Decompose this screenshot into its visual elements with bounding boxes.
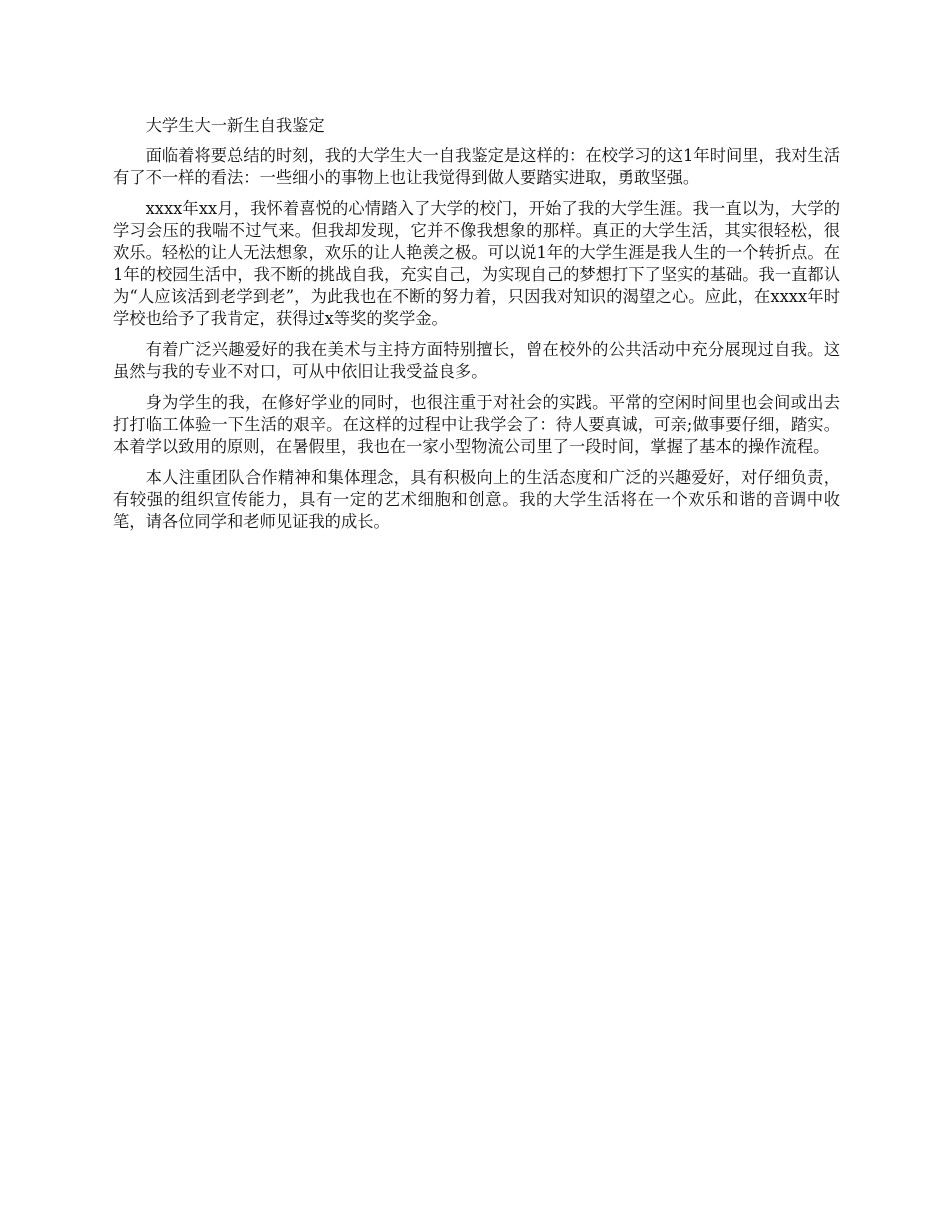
paragraph-1: 面临着将要总结的时刻，我的大学生大一自我鉴定是这样的：在校学习的这1年时间里，我对生活有了不一样的看法：一些细小的事物上也让我觉得到做人要踏实进取，勇敢坚强。 xyxy=(113,146,840,187)
paragraph-3: 有着广泛兴趣爱好的我在美术与主持方面特别擅长，曾在校外的公共活动中充分展现过自我。这虽然与我的专业不对口，可从中依旧让我受益良多。 xyxy=(113,340,840,381)
paragraph-2: xxxx年xx月，我怀着喜悦的心情踏入了大学的校门，开始了我的大学生涯。我一直以为，大学的学习会压的我喘不过气来。但我却发现，它并不像我想象的那样。真正的大学生活，其实很轻松，很欢乐。轻松的让人无法想象，欢乐的让人艳羡之极。可以说1年的大学生涯是我人生的一个转折点。在1年的校园生活中，我不断的挑战自我，充实自己，为实现自己的梦想打下了坚实的基础。我一直都认为“人应该活到老学到老”，为此我也在不断的努力着，只因我对知识的渴望之心。应此，在xxxx年时学校也给予了我肯定，获得过x等奖的奖学金。 xyxy=(113,199,840,328)
paragraph-5: 本人注重团队合作精神和集体理念，具有积极向上的生活态度和广泛的兴趣爱好，对仔细负责，有较强的组织宣传能力，具有一定的艺术细胞和创意。我的大学生活将在一个欢乐和谐的音调中收笔，请各位同学和老师见证我的成长。 xyxy=(113,468,840,531)
document-body xyxy=(113,115,840,542)
paragraph-4: 身为学生的我，在修好学业的同时，也很注重于对社会的实践。平常的空闲时间里也会间或出去打打临工体验一下生活的艰辛。在这样的过程中让我学会了：待人要真诚，可亲;做事要仔细，踏实。本着学以致用的原则，在暑假里，我也在一家小型物流公司里了一段时间，掌握了基本的操作流程。 xyxy=(113,393,840,456)
document-title: 大学生大一新生自我鉴定 xyxy=(145,116,325,135)
